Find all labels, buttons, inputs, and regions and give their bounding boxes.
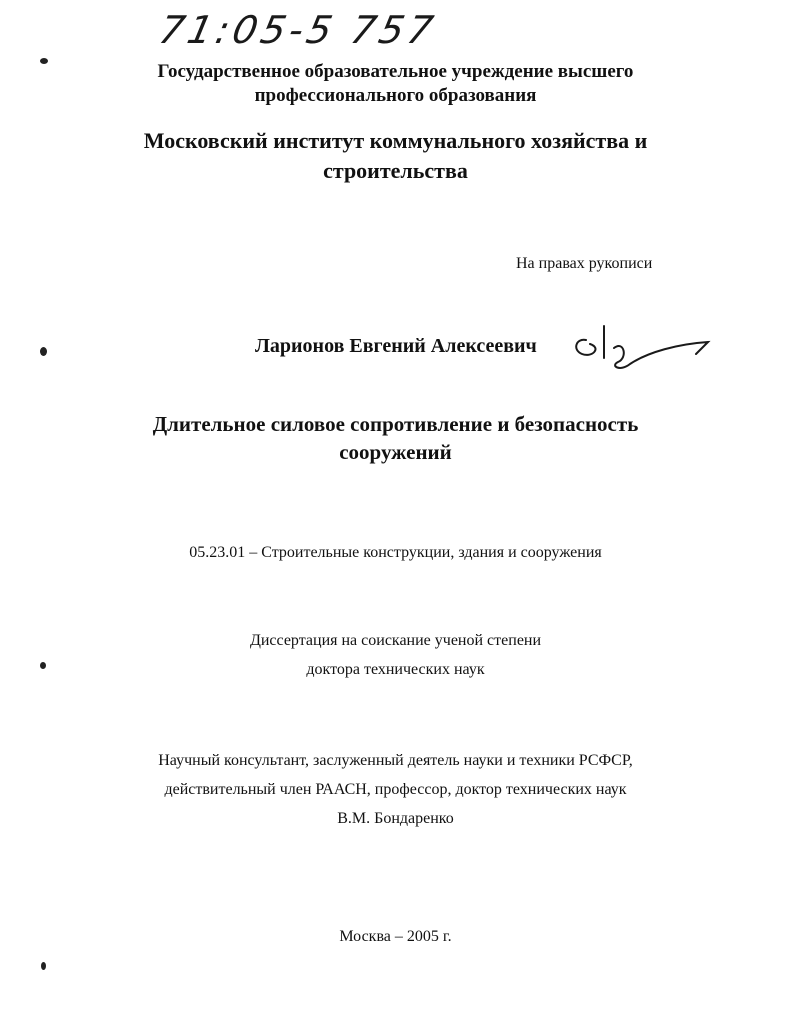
organization-line-1: Московский институт коммунального хозяйства и	[143, 128, 648, 153]
title-line-2: сооружений	[339, 440, 452, 464]
manuscript-rights: На правах рукописи	[516, 255, 653, 272]
consultant-line-3: В.М. Бондаренко	[337, 810, 454, 827]
specialty-code: 05.23.01 – Строительные конструкции, здания и сооружения	[189, 544, 602, 561]
degree-statement	[0, 626, 791, 684]
archive-stamp: 71:05-5 757	[155, 8, 441, 52]
degree-line-1: Диссертация на соискание ученой степени	[249, 632, 542, 649]
organization-line-2: строительства	[323, 158, 468, 183]
consultant-line-1: Научный консультант, заслуженный деятель науки и техники РСФСР,	[158, 752, 633, 769]
organization-header	[0, 126, 791, 186]
institution-header	[0, 60, 791, 108]
place-and-year: Москва – 2005 г.	[339, 928, 452, 945]
consultant-line-2: действительный член РААСН, профессор, доктор технических наук	[164, 781, 627, 798]
scientific-consultant	[0, 746, 791, 833]
institution-line-1: Государственное образовательное учреждение высшего	[157, 61, 634, 82]
scan-speck	[40, 347, 47, 356]
author-name: Ларионов Евгений Алексеевич	[255, 335, 537, 357]
dissertation-title	[0, 410, 791, 466]
institution-line-2: профессионального образования	[254, 85, 537, 106]
author-signature	[568, 318, 718, 378]
scan-speck	[41, 962, 46, 970]
title-line-1: Длительное силовое сопротивление и безопасность	[152, 412, 639, 436]
degree-line-2: доктора технических наук	[306, 661, 485, 678]
